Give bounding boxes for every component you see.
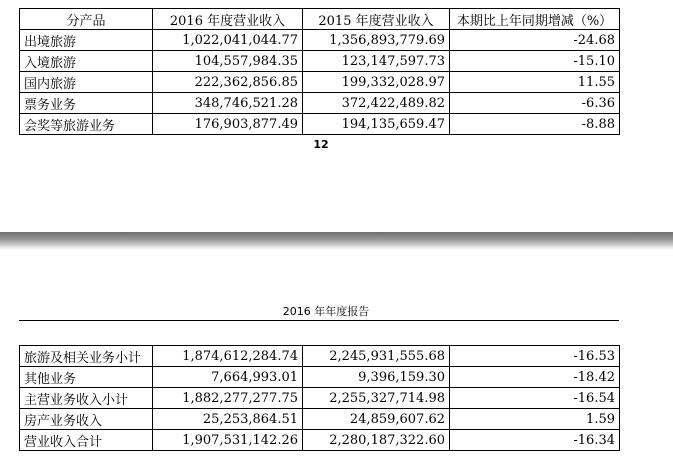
table-row <box>20 430 620 451</box>
change-pct-cell: -16.54 <box>450 388 620 409</box>
change-pct-cell: -18.42 <box>450 367 620 388</box>
product-cell: 会奖等旅游业务 <box>20 114 153 135</box>
change-pct-cell: -16.53 <box>450 346 620 367</box>
column-header: 本期比上年同期增减（%） <box>450 9 620 30</box>
page-break-shadow <box>0 246 673 250</box>
product-cell: 主营业务收入小计 <box>20 388 153 409</box>
column-header: 2015 年度营业收入 <box>303 9 450 30</box>
change-pct-cell: -24.68 <box>450 30 620 51</box>
revenue-2015-cell: 2,280,187,322.60 <box>303 430 450 451</box>
change-pct-cell: -16.34 <box>450 430 620 451</box>
table-row <box>20 93 620 114</box>
product-cell: 国内旅游 <box>20 72 153 93</box>
revenue-2015-cell: 1,356,893,779.69 <box>303 30 450 51</box>
change-pct-cell: -6.36 <box>450 93 620 114</box>
column-header: 分产品 <box>20 9 153 30</box>
revenue-2016-cell: 1,907,531,142.26 <box>153 430 303 451</box>
revenue-2016-cell: 7,664,993.01 <box>153 367 303 388</box>
revenue-2016-cell: 1,022,041,044.77 <box>153 30 303 51</box>
revenue-2015-cell: 194,135,659.47 <box>303 114 450 135</box>
product-cell: 房产业务收入 <box>20 409 153 430</box>
revenue-2015-cell: 9,396,159.30 <box>303 367 450 388</box>
revenue-2016-cell: 176,903,877.49 <box>153 114 303 135</box>
table-row <box>20 346 620 367</box>
page-number: 12 <box>313 138 329 151</box>
revenue-2015-cell: 372,422,489.82 <box>303 93 450 114</box>
revenue-2015-cell: 24,859,607.62 <box>303 409 450 430</box>
product-cell: 营业收入合计 <box>20 430 153 451</box>
revenue-2016-cell: 104,557,984.35 <box>153 51 303 72</box>
table-header-row <box>20 9 620 30</box>
change-pct-cell: -15.10 <box>450 51 620 72</box>
table-row <box>20 72 620 93</box>
product-cell: 出境旅游 <box>20 30 153 51</box>
table-row <box>20 51 620 72</box>
revenue-2015-cell: 2,255,327,714.98 <box>303 388 450 409</box>
running-header: 2016 年年度报告 <box>282 305 370 318</box>
revenue-table-top <box>19 8 620 135</box>
revenue-2015-cell: 123,147,597.73 <box>303 51 450 72</box>
revenue-2015-cell: 2,245,931,555.68 <box>303 346 450 367</box>
revenue-2016-cell: 1,874,612,284.74 <box>153 346 303 367</box>
table-row <box>20 409 620 430</box>
table-row <box>20 114 620 135</box>
table-row <box>20 367 620 388</box>
table-row <box>20 30 620 51</box>
change-pct-cell: 11.55 <box>450 72 620 93</box>
product-cell: 其他业务 <box>20 367 153 388</box>
product-cell: 旅游及相关业务小计 <box>20 346 153 367</box>
revenue-2016-cell: 222,362,856.85 <box>153 72 303 93</box>
table-row <box>20 388 620 409</box>
product-cell: 票务业务 <box>20 93 153 114</box>
revenue-2016-cell: 25,253,864.51 <box>153 409 303 430</box>
column-header: 2016 年度营业收入 <box>153 9 303 30</box>
change-pct-cell: 1.59 <box>450 409 620 430</box>
revenue-2016-cell: 1,882,277,277.75 <box>153 388 303 409</box>
revenue-table-continued <box>19 345 620 451</box>
revenue-2016-cell: 348,746,521.28 <box>153 93 303 114</box>
page-break-separator <box>0 232 673 246</box>
header-rule <box>19 320 619 321</box>
product-cell: 入境旅游 <box>20 51 153 72</box>
change-pct-cell: -8.88 <box>450 114 620 135</box>
revenue-2015-cell: 199,332,028.97 <box>303 72 450 93</box>
